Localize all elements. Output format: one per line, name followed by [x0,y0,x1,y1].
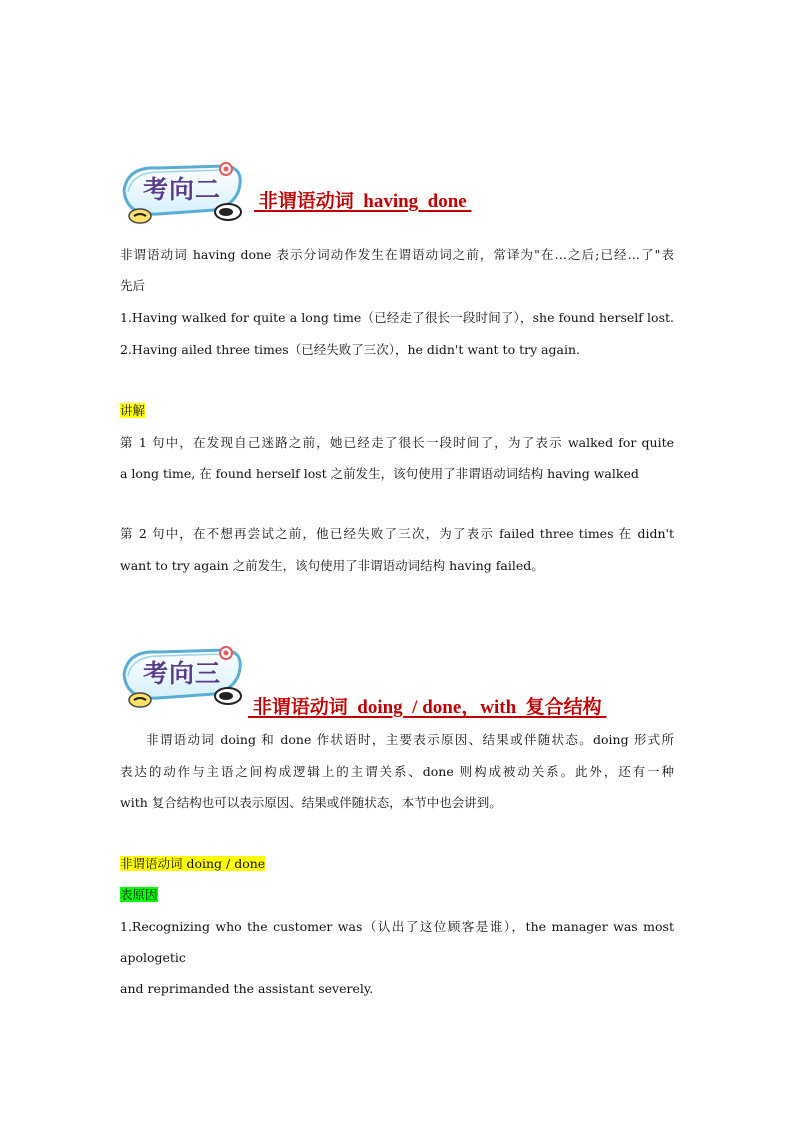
explain-line: 第 1 句中，在发现自己迷路之前，她已经走了很长一段时间了，为了表示 walked for quite [120,435,674,450]
example-sentence-2: 2.Having ailed three times（已经失败了三次），he didn't want to try again. [120,342,581,357]
intro-line: 表达的动作与主语之间构成逻辑上的主谓关系、done 则构成被动关系。此外，还有一种 [120,764,674,779]
cause-label-text: 表原因 [120,887,158,902]
explain-line: 第 2 句中，在不想再尝试之前，他已经失败了三次，为了表示 failed three times 在 didn't [120,526,674,541]
example-sentence-1: 1.Having walked for quite a long time（已经走了很长一段时间了），she found herself lost. [120,310,674,325]
badge-label: 考向二 [142,175,221,204]
example-line: 1.Recognizing who the customer was（认出了这位顾客是谁），the manager was most [120,919,674,934]
explain-label [120,402,674,420]
cause-label [120,886,674,904]
subhead-text: 非谓语动词 doing / done [120,856,266,871]
paragraph-line: 先后 [120,278,146,293]
intro-line: with 复合结构也可以表示原因、结果或伴随状态，本节中也会讲到。 [120,795,502,810]
subhead [120,855,674,873]
explain-line: a long time, 在 found herself lost 之前发生，该句使用了非谓语动词结构 having walked [120,466,639,481]
example-line: and reprimanded the assistant severely. [120,981,374,996]
badge-label: 考向三 [142,659,221,688]
section-title-3: 非谓语动词 doing / done，with 复合结构 [248,697,607,718]
section-title-2: 非谓语动词 having done [254,191,472,212]
paragraph-line: 非谓语动词 having done 表示分词动作发生在谓语动词之前，常译为"在…之后;已经…了"表 [120,247,674,262]
section-badge-2 [118,160,246,230]
explain-label-text: 讲解 [120,403,146,418]
intro-line: 非谓语动词 doing 和 done 作状语时，主要表示原因、结果或伴随状态。doing 形式所 [146,732,674,747]
example-line: apologetic [120,950,186,965]
explain-line: want to try again 之前发生，该句使用了非谓语动词结构 having failed。 [120,558,544,573]
section-badge-3 [118,644,246,714]
